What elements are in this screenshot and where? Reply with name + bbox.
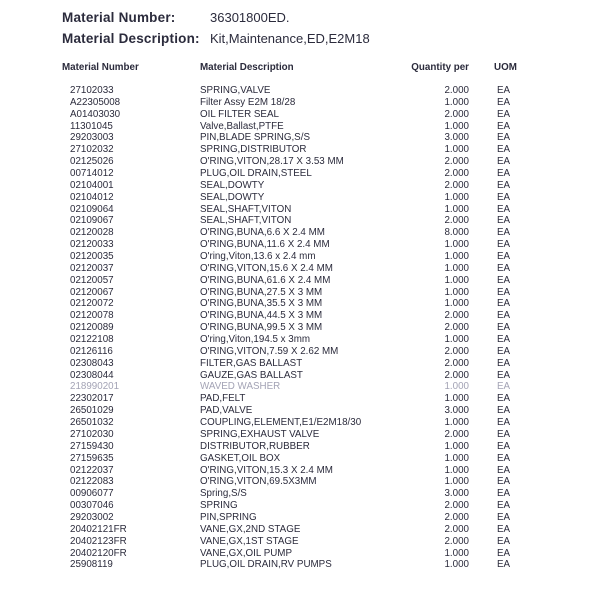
table-row [62,215,510,227]
cell-quantity-per: 2.000 [444,428,469,440]
cell-material-description: O'RING,VITON,15.3 X 2.4 MM [200,464,333,476]
table-row [62,121,510,133]
cell-quantity-per: 2.000 [444,369,469,381]
cell-material-description: SEAL,SHAFT,VITON [200,203,292,215]
cell-material-number: 29203002 [70,511,114,523]
table-row [62,536,510,548]
cell-material-description: O'ring,Viton,13.6 x 2.4 mm [200,251,316,263]
table-row [62,144,510,156]
cell-uom: EA [497,108,511,120]
cell-quantity-per: 1.000 [444,274,469,286]
cell-material-description: FILTER,GAS BALLAST [200,357,303,369]
cell-material-description: DISTRIBUTOR,RUBBER [200,440,310,452]
cell-material-number: 27159430 [70,440,114,452]
table-row [62,287,510,299]
cell-uom: EA [497,357,511,369]
cell-quantity-per: 1.000 [444,203,469,215]
cell-material-description: VANE,GX,OIL PUMP [200,547,293,559]
cell-quantity-per: 1.000 [444,452,469,464]
cell-quantity-per: 1.000 [444,96,469,108]
cell-material-description: OIL FILTER SEAL [200,108,279,120]
table-row [62,132,510,144]
table-row [62,109,510,121]
cell-material-description: VANE,GX,2ND STAGE [200,523,301,535]
cell-uom: EA [497,511,511,523]
cell-material-number: 02120067 [70,286,114,298]
cell-quantity-per: 3.000 [444,488,469,500]
cell-material-number: 02308044 [70,369,114,381]
cell-uom: EA [497,345,511,357]
cell-uom: EA [497,144,511,156]
cell-quantity-per: 1.000 [444,191,469,203]
table-row [62,168,510,180]
cell-material-number: A22305008 [70,96,121,108]
cell-uom: EA [497,476,511,488]
cell-material-description: Spring,S/S [200,488,247,500]
cell-uom: EA [497,334,511,346]
table-row [62,370,510,382]
cell-material-number: 20402123FR [70,535,127,547]
cell-material-number: 00307046 [70,500,114,512]
column-header-quantity-per: Quantity per [411,62,469,73]
cell-uom: EA [497,239,511,251]
cell-quantity-per: 1.000 [444,144,469,156]
cell-material-number: 218990201 [70,381,120,393]
cell-material-description: SPRING,EXHAUST VALVE [200,428,320,440]
cell-quantity-per: 1.000 [444,476,469,488]
table-row [62,180,510,192]
cell-quantity-per: 2.000 [444,523,469,535]
cell-material-number: 00906077 [70,488,114,500]
table-row [62,500,510,512]
cell-material-number: 11301045 [70,120,113,132]
cell-quantity-per: 2.000 [444,108,469,120]
cell-material-number: 27159635 [70,452,114,464]
table-row [62,310,510,322]
table-row [62,263,510,275]
table-row [62,358,510,370]
cell-uom: EA [497,156,511,168]
cell-quantity-per: 2.000 [444,85,469,96]
cell-uom: EA [497,452,511,464]
cell-material-description: O'RING,VITON,28.17 X 3.53 MM [200,156,344,168]
cell-material-description: SEAL,DOWTY [200,179,265,191]
table-row [62,405,510,417]
table-row [62,453,510,465]
table-row [62,334,510,346]
cell-material-number: 02120057 [70,274,114,286]
cell-material-description: PLUG,OIL DRAIN,RV PUMPS [200,559,332,571]
cell-material-number: 27102030 [70,428,114,440]
cell-quantity-per: 1.000 [444,417,469,429]
table-row [62,204,510,216]
cell-quantity-per: 2.000 [444,179,469,191]
cell-material-description: O'RING,BUNA,11.6 X 2.4 MM [200,239,330,251]
cell-quantity-per: 1.000 [444,393,469,405]
cell-material-description: O'RING,BUNA,35.5 X 3 MM [200,298,323,310]
cell-uom: EA [497,523,511,535]
cell-quantity-per: 2.000 [444,168,469,180]
table-row [62,381,510,393]
table-row [62,346,510,358]
cell-material-description: GASKET,OIL BOX [200,452,281,464]
cell-quantity-per: 1.000 [444,286,469,298]
cell-quantity-per: 3.000 [444,405,469,417]
cell-material-number: 02104001 [70,179,114,191]
cell-uom: EA [497,298,511,310]
cell-material-number: 29203003 [70,132,114,144]
cell-uom: EA [497,274,511,286]
cell-uom: EA [497,500,511,512]
column-header-uom: UOM [494,62,517,73]
cell-material-number: 02122083 [70,476,114,488]
table-row [62,192,510,204]
table-row [62,512,510,524]
cell-material-number: 02120035 [70,251,114,263]
cell-quantity-per: 2.000 [444,310,469,322]
table-row [62,275,510,287]
table-body [62,85,510,571]
table-row [62,488,510,500]
cell-material-description: O'RING,BUNA,99.5 X 3 MM [200,322,323,334]
cell-material-description: O'ring,Viton,194.5 x 3mm [200,334,311,346]
cell-material-number: 26501029 [70,405,114,417]
cell-quantity-per: 1.000 [444,381,469,393]
cell-material-number: 02120072 [70,298,114,310]
cell-quantity-per: 1.000 [444,547,469,559]
material-number-row [62,10,370,31]
cell-quantity-per: 2.000 [444,500,469,512]
table-row [62,298,510,310]
cell-uom: EA [497,251,511,263]
table-row [62,251,510,263]
table-row [62,524,510,536]
cell-material-number: 02120033 [70,239,114,251]
cell-uom: EA [497,132,511,144]
cell-material-number: 27102032 [70,144,114,156]
cell-material-description: WAVED WASHER [200,381,281,393]
cell-material-number: 02308043 [70,357,114,369]
cell-quantity-per: 2.000 [444,156,469,168]
table-row [62,85,510,97]
cell-quantity-per: 1.000 [444,464,469,476]
cell-uom: EA [497,405,511,417]
cell-uom: EA [497,440,511,452]
cell-material-description: SEAL,DOWTY [200,191,265,203]
cell-quantity-per: 1.000 [444,120,469,132]
cell-material-number: 02126116 [70,345,113,357]
cell-material-description: O'RING,VITON,15.6 X 2.4 MM [200,262,333,274]
cell-quantity-per: 8.000 [444,227,469,239]
cell-uom: EA [497,96,511,108]
cell-material-number: 02120037 [70,262,114,274]
cell-material-description: O'RING,BUNA,27.5 X 3 MM [200,286,323,298]
cell-material-number: 02122037 [70,464,114,476]
material-number-value: 36301800ED. [210,10,290,25]
cell-uom: EA [497,464,511,476]
cell-uom: EA [497,393,511,405]
table-row [62,441,510,453]
cell-material-number: A01403030 [70,108,121,120]
cell-uom: EA [497,417,511,429]
cell-material-number: 22302017 [70,393,114,405]
cell-quantity-per: 2.000 [444,322,469,334]
cell-uom: EA [497,215,511,227]
cell-material-description: O'RING,BUNA,61.6 X 2.4 MM [200,274,331,286]
column-header-material-description: Material Description [200,62,294,73]
cell-material-description: Filter Assy E2M 18/28 [200,96,296,108]
cell-quantity-per: 3.000 [444,132,469,144]
cell-material-number: 02109064 [70,203,114,215]
cell-uom: EA [497,381,511,393]
cell-quantity-per: 1.000 [444,559,469,571]
cell-quantity-per: 1.000 [444,251,469,263]
cell-quantity-per: 1.000 [444,440,469,452]
column-header-material-number: Material Number [62,62,139,73]
cell-material-number: 20402121FR [70,523,127,535]
cell-material-description: PAD,FELT [200,393,246,405]
cell-quantity-per: 1.000 [444,334,469,346]
table-row [62,559,510,571]
cell-material-description: PIN,SPRING [200,511,257,523]
cell-material-description: PLUG,OIL DRAIN,STEEL [200,168,312,180]
table-row [62,239,510,251]
cell-material-number: 02125026 [70,156,114,168]
cell-material-number: 02120028 [70,227,114,239]
cell-material-description: PIN,BLADE SPRING,S/S [200,132,310,144]
cell-material-number: 02122108 [70,334,114,346]
cell-material-description: COUPLING,ELEMENT,E1/E2M18/30 [200,417,362,429]
material-description-value: Kit,Maintenance,ED,E2M18 [210,31,370,46]
cell-uom: EA [497,262,511,274]
cell-material-number: 02109067 [70,215,114,227]
cell-uom: EA [497,168,511,180]
cell-material-description: O'RING,VITON,7.59 X 2.62 MM [200,345,339,357]
cell-material-description: GAUZE,GAS BALLAST [200,369,303,381]
material-description-label: Material Description: [62,31,200,46]
material-number-label: Material Number: [62,10,176,25]
cell-uom: EA [497,227,511,239]
cell-material-number: 25908119 [70,559,113,571]
cell-uom: EA [497,179,511,191]
cell-material-description: O'RING,BUNA,6.6 X 2.4 MM [200,227,325,239]
cell-material-number: 00714012 [70,168,114,180]
cell-material-description: VANE,GX,1ST STAGE [200,535,299,547]
cell-uom: EA [497,488,511,500]
table-row [62,393,510,405]
table-row [62,417,510,429]
cell-material-number: 26501032 [70,417,114,429]
cell-uom: EA [497,369,511,381]
table-header-row [62,62,517,73]
cell-uom: EA [497,428,511,440]
cell-uom: EA [497,85,511,96]
cell-material-number: 20402120FR [70,547,127,559]
table-row [62,476,510,488]
table-row [62,429,510,441]
cell-material-number: 27102033 [70,85,114,96]
cell-quantity-per: 2.000 [444,215,469,227]
cell-material-description: PAD,VALVE [200,405,253,417]
cell-material-description: O'RING,BUNA,44.5 X 3 MM [200,310,323,322]
cell-uom: EA [497,535,511,547]
cell-uom: EA [497,203,511,215]
table-row [62,465,510,477]
document-header [62,10,370,52]
cell-material-description: SPRING,VALVE [200,85,271,96]
cell-uom: EA [497,559,511,571]
cell-quantity-per: 1.000 [444,239,469,251]
cell-material-description: O'RING,VITON,69.5X3MM [200,476,317,488]
cell-material-description: Valve,Ballast,PTFE [200,120,284,132]
cell-quantity-per: 2.000 [444,357,469,369]
cell-uom: EA [497,547,511,559]
table-row [62,322,510,334]
cell-uom: EA [497,310,511,322]
material-description-row [62,31,370,52]
cell-uom: EA [497,191,511,203]
cell-material-description: SPRING,DISTRIBUTOR [200,144,307,156]
cell-quantity-per: 2.000 [444,535,469,547]
cell-material-description: SEAL,SHAFT,VITON [200,215,292,227]
cell-material-description: SPRING [200,500,238,512]
cell-quantity-per: 1.000 [444,262,469,274]
cell-uom: EA [497,322,511,334]
cell-uom: EA [497,120,511,132]
cell-quantity-per: 1.000 [444,298,469,310]
table-row [62,97,510,109]
cell-material-number: 02104012 [70,191,114,203]
table-row [62,227,510,239]
cell-material-number: 02120078 [70,310,114,322]
cell-material-number: 02120089 [70,322,114,334]
table-row [62,156,510,168]
table-row [62,548,510,560]
cell-uom: EA [497,286,511,298]
cell-quantity-per: 2.000 [444,511,469,523]
cell-quantity-per: 2.000 [444,345,469,357]
